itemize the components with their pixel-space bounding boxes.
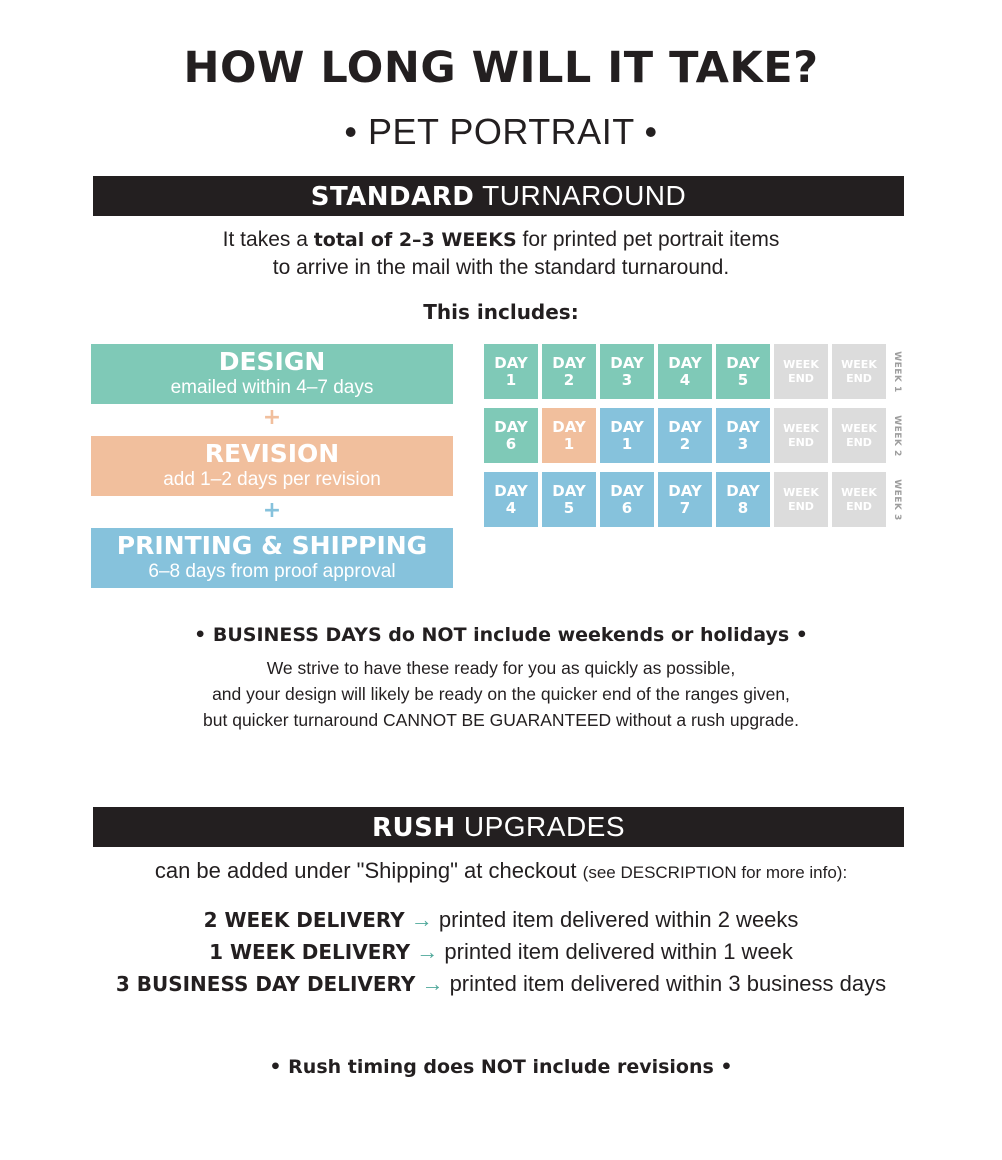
stage-design-title: DESIGN	[218, 347, 326, 376]
calendar-cell-line-1: DAY	[726, 353, 760, 372]
arrow-right-icon: →	[421, 971, 444, 996]
standard-intro	[0, 226, 1002, 282]
rush-upgrades-header	[93, 807, 904, 847]
standard-header-rest: TURNAROUND	[474, 180, 687, 211]
rush-header-rest: UPGRADES	[455, 811, 626, 842]
calendar-day-cell	[542, 408, 596, 463]
business-days-body	[0, 655, 1002, 733]
calendar-day-cell	[600, 408, 654, 463]
calendar-cell-line-1: DAY	[668, 481, 702, 500]
calendar-cell-line-2: END	[846, 499, 872, 513]
rush-option-name: 3 BUSINESS DAY DELIVERY	[115, 972, 416, 996]
calendar-cell-line-2: END	[788, 435, 814, 449]
stage-printing-desc: 6–8 days from proof approval	[148, 561, 396, 582]
calendar-cell-line-2: 3	[737, 434, 749, 453]
calendar-weekend-cell	[832, 344, 886, 399]
calendar-cell-line-2: END	[788, 499, 814, 513]
rush-option-desc: printed item delivered within 3 business days	[443, 971, 887, 996]
page-title: HOW LONG WILL IT TAKE?	[183, 43, 819, 93]
rush-option	[0, 968, 1002, 1000]
business-line-3: but quicker turnaround CANNOT BE GUARANTEED without a rush upgrade.	[203, 710, 799, 730]
calendar-day-cell	[542, 344, 596, 399]
rush-intro-small: (see DESCRIPTION for more info):	[582, 863, 848, 882]
rush-option	[0, 936, 1002, 968]
calendar-cell-line-1: WEEK	[841, 421, 877, 435]
includes-heading: This includes:	[423, 300, 579, 324]
calendar-cell-line-1: WEEK	[841, 357, 877, 371]
stage-printing-box	[91, 528, 453, 588]
stage-revision-title: REVISION	[204, 439, 340, 468]
calendar-cell-line-2: 5	[737, 370, 749, 389]
arrow-right-icon: →	[410, 907, 433, 932]
calendar-cell-line-2: 3	[621, 370, 633, 389]
calendar-cell-line-2: 1	[563, 434, 575, 453]
standard-turnaround-header	[93, 176, 904, 216]
calendar-cell-line-2: 4	[679, 370, 691, 389]
calendar-cell-line-1: DAY	[610, 417, 644, 436]
calendar-cell-line-2: 1	[505, 370, 517, 389]
rush-header-bold: RUSH	[371, 813, 456, 843]
calendar-cell-line-1: WEEK	[841, 485, 877, 499]
calendar-cell-line-1: DAY	[726, 481, 760, 500]
rush-intro-main: can be added under "Shipping" at checkout	[154, 858, 583, 883]
calendar-day-cell	[716, 344, 770, 399]
calendar-cell-line-1: DAY	[668, 417, 702, 436]
business-line-1: We strive to have these ready for you as quickly as possible,	[266, 658, 736, 678]
week-label	[890, 472, 904, 527]
intro-line-2: to arrive in the mail with the standard turnaround.	[272, 256, 730, 279]
week-label	[890, 408, 904, 463]
rush-option-desc: printed item delivered within 1 week	[438, 939, 793, 964]
plus-icon: +	[262, 498, 282, 523]
calendar-cell-line-2: END	[846, 371, 872, 385]
calendar-cell-line-1: DAY	[494, 417, 528, 436]
calendar-weekend-cell	[774, 472, 828, 527]
calendar-cell-line-1: DAY	[610, 353, 644, 372]
intro-bold: total of 2–3 WEEKS	[313, 229, 517, 251]
calendar-day-cell	[600, 472, 654, 527]
calendar-cell-line-1: DAY	[668, 353, 702, 372]
rush-options-list	[0, 904, 1002, 1000]
stage-design-desc: emailed within 4–7 days	[170, 377, 374, 398]
stage-revision-desc: add 1–2 days per revision	[163, 469, 381, 490]
calendar-weekend-cell	[832, 472, 886, 527]
calendar-cell-line-2: 2	[679, 434, 691, 453]
calendar-cell-line-2: 8	[737, 498, 749, 517]
week-label-text: WEEK 2	[892, 414, 902, 457]
calendar-cell-line-1: DAY	[552, 417, 586, 436]
calendar-cell-line-1: WEEK	[783, 357, 819, 371]
business-days-heading: • BUSINESS DAYS do NOT include weekends or holidays •	[194, 624, 808, 646]
plus-icon: +	[262, 405, 282, 430]
stage-design-box	[91, 344, 453, 404]
calendar-cell-line-1: DAY	[494, 353, 528, 372]
week-label-text: WEEK 1	[892, 350, 902, 393]
calendar-cell-line-1: DAY	[552, 353, 586, 372]
calendar-day-cell	[542, 472, 596, 527]
calendar-day-cell	[716, 472, 770, 527]
calendar-cell-line-2: END	[846, 435, 872, 449]
calendar-day-cell	[658, 344, 712, 399]
calendar-cell-line-2: 2	[563, 370, 575, 389]
calendar-cell-line-2: 6	[505, 434, 517, 453]
calendar-cell-line-1: DAY	[726, 417, 760, 436]
stage-printing-title: PRINTING & SHIPPING	[116, 531, 428, 560]
standard-header-bold: STANDARD	[310, 182, 475, 212]
calendar-cell-line-2: END	[788, 371, 814, 385]
business-line-2: and your design will likely be ready on the quicker end of the ranges given,	[212, 684, 790, 704]
calendar-cell-line-2: 1	[621, 434, 633, 453]
rush-option-name: 1 WEEK DELIVERY	[209, 940, 411, 964]
calendar-day-cell	[658, 472, 712, 527]
calendar-day-cell	[658, 408, 712, 463]
rush-option-desc: printed item delivered within 2 weeks	[432, 907, 799, 932]
rush-option	[0, 904, 1002, 936]
calendar-cell-line-2: 7	[679, 498, 691, 517]
intro-post: for printed pet portrait items	[516, 228, 780, 251]
calendar-day-cell	[600, 344, 654, 399]
calendar-cell-line-1: WEEK	[783, 485, 819, 499]
page-subtitle: • PET PORTRAIT •	[344, 111, 658, 152]
rush-option-name: 2 WEEK DELIVERY	[203, 908, 405, 932]
calendar-cell-line-1: WEEK	[783, 421, 819, 435]
calendar-weekend-cell	[832, 408, 886, 463]
stage-revision-box	[91, 436, 453, 496]
week-label-text: WEEK 3	[892, 478, 902, 521]
week-label	[890, 344, 904, 399]
calendar-day-cell	[716, 408, 770, 463]
calendar-weekend-cell	[774, 408, 828, 463]
calendar-cell-line-2: 4	[505, 498, 517, 517]
calendar-day-cell	[484, 472, 538, 527]
calendar-cell-line-2: 6	[621, 498, 633, 517]
calendar-day-cell	[484, 344, 538, 399]
calendar-cell-line-2: 5	[563, 498, 575, 517]
calendar-cell-line-1: DAY	[552, 481, 586, 500]
calendar-cell-line-1: DAY	[610, 481, 644, 500]
rush-note: • Rush timing does NOT include revisions •	[269, 1056, 733, 1078]
arrow-right-icon: →	[416, 939, 439, 964]
intro-pre: It takes a	[222, 228, 314, 251]
calendar-cell-line-1: DAY	[494, 481, 528, 500]
calendar-weekend-cell	[774, 344, 828, 399]
calendar-day-cell	[484, 408, 538, 463]
rush-intro	[0, 857, 1002, 887]
